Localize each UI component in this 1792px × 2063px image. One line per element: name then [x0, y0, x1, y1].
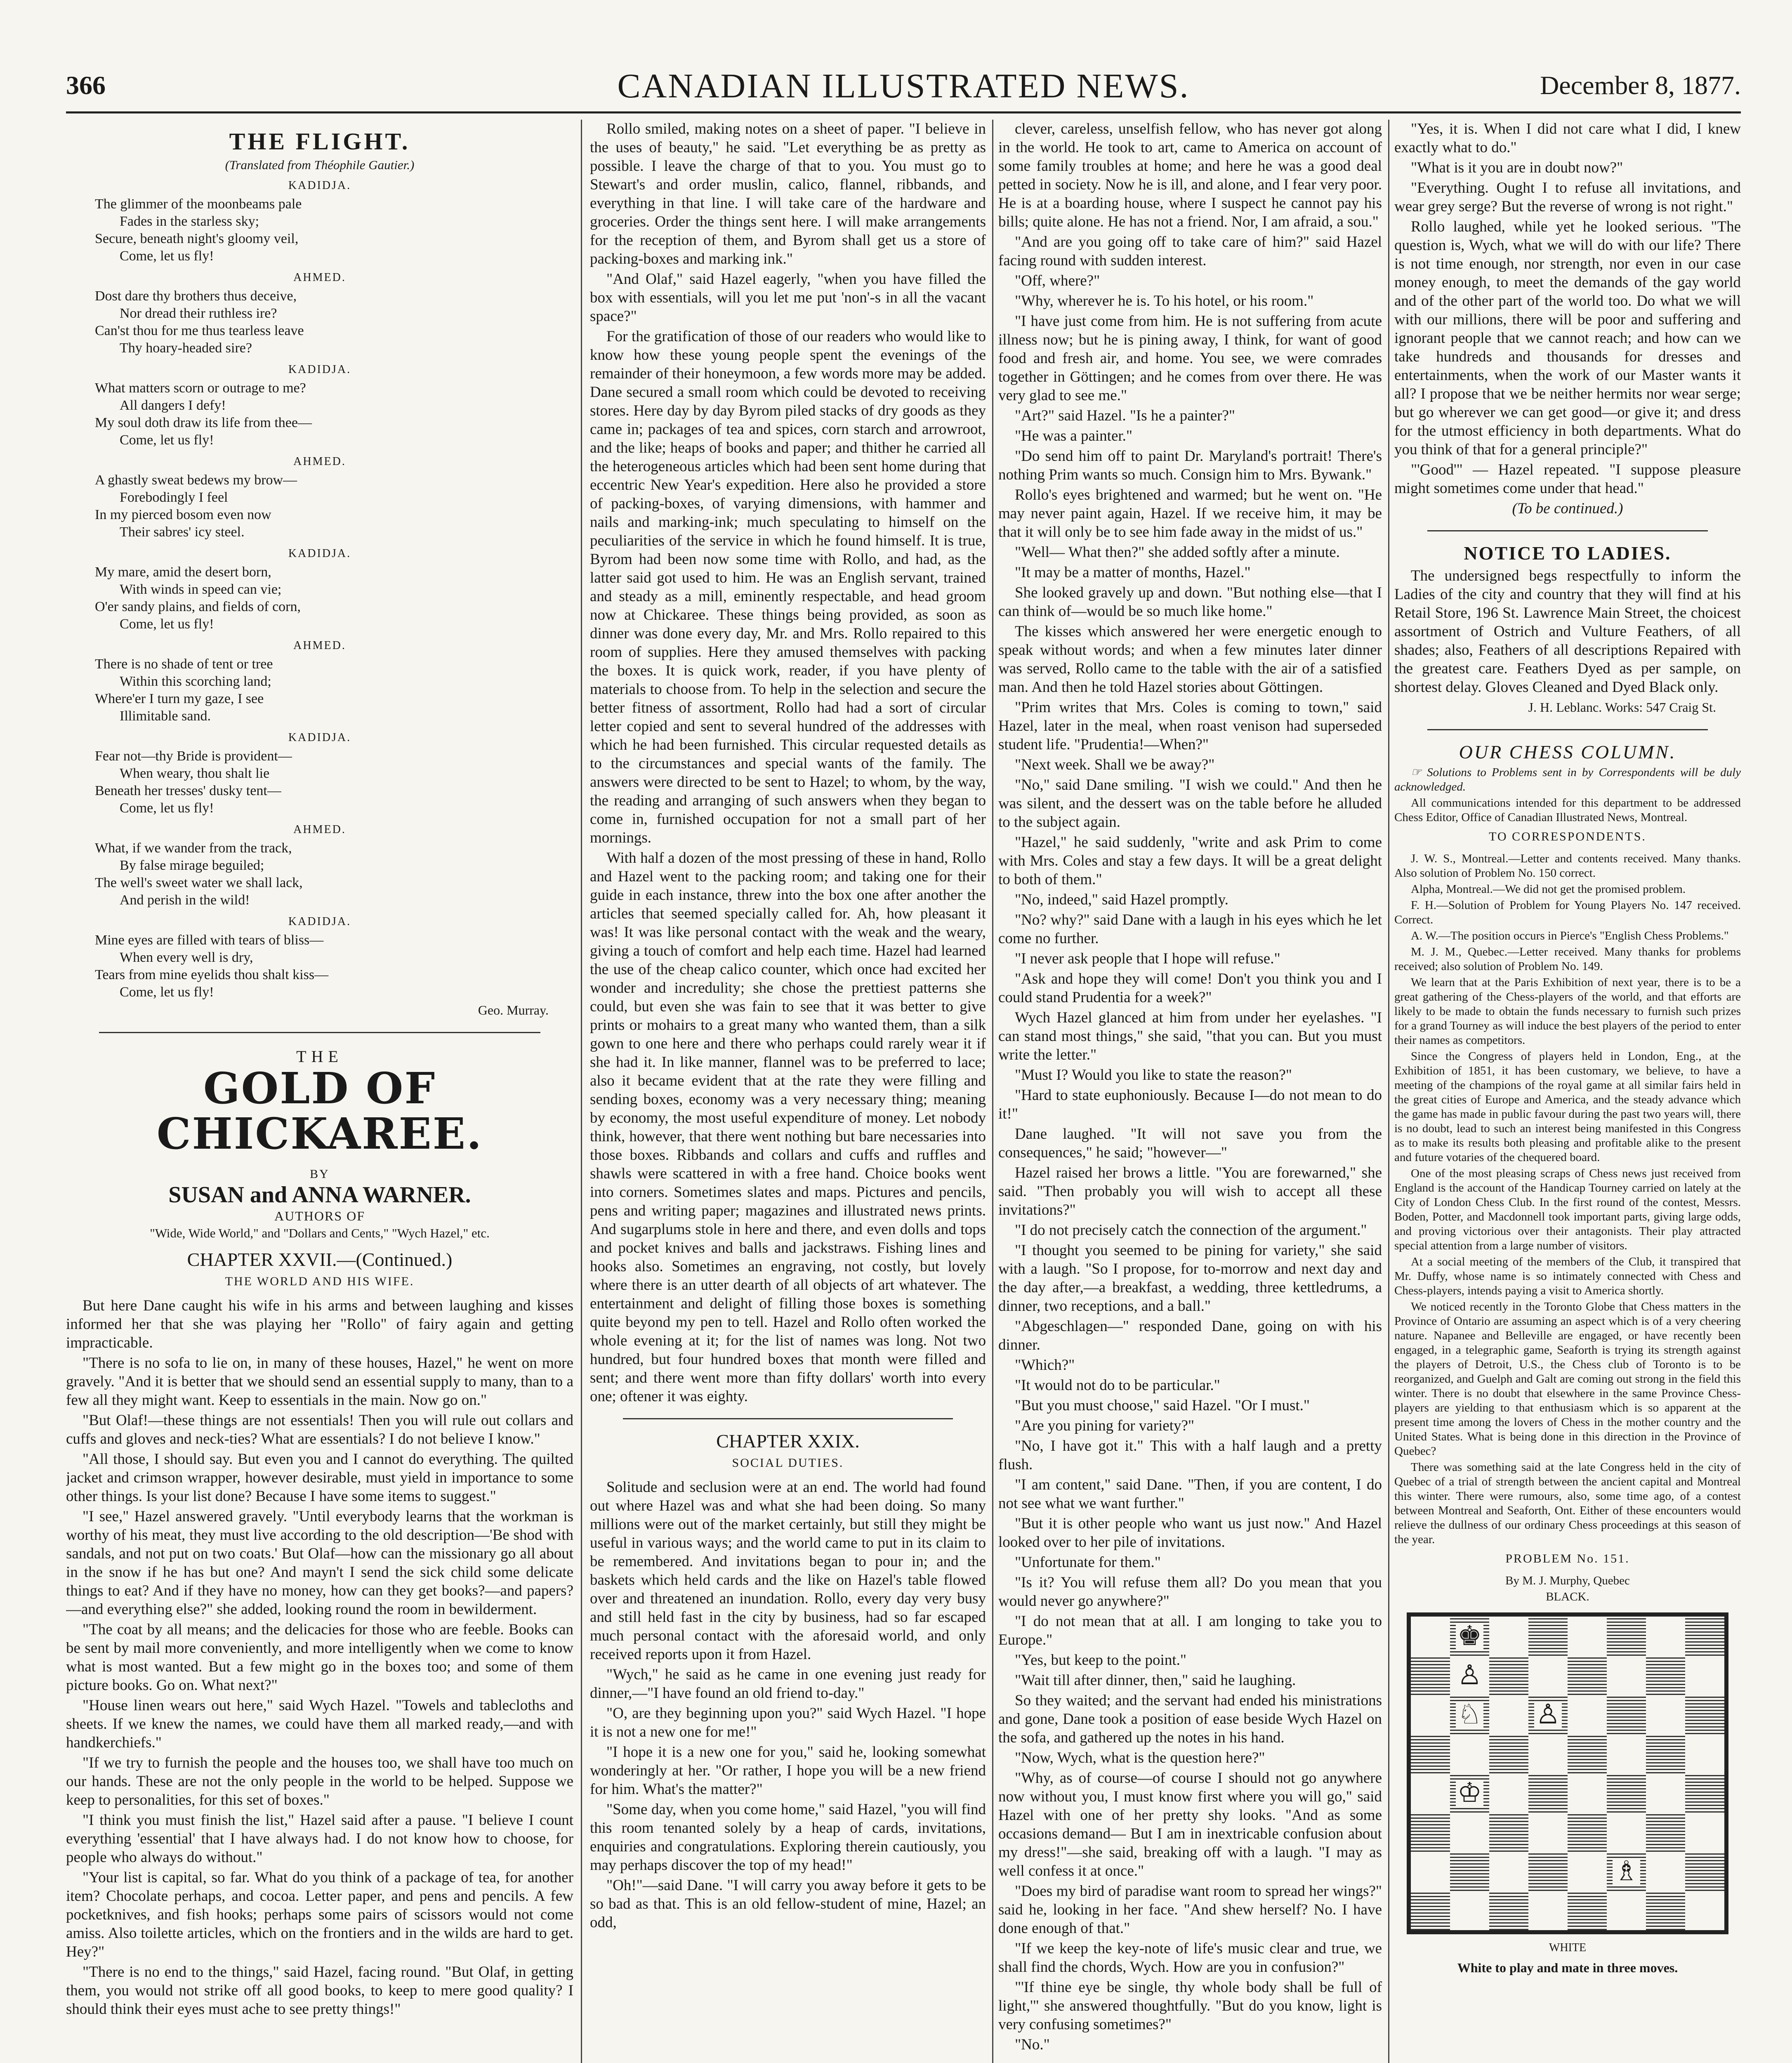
story-paragraph: "But you must choose," said Hazel. "Or I must."	[1015, 1397, 1310, 1414]
column-2	[590, 120, 986, 2063]
story-paragraph: "I never ask people that I hope will refuse."	[1015, 950, 1280, 967]
story-paragraph: Solitude and seclusion were at an end. The world had found out where Hazel was and what she had been doing. So many millions were out of the market certainly, but still they might be useful in various ways; and the world came to put in its claim to be remembered. And invitations began to pour in; and the baskets which held cards and the like on Hazel's table flowed over and threatened an inundation. Rollo, every day very busy and still held fast in the city by business, had so far escaped much personal contact with the aforesaid world, and only received reports upon it from Hazel.	[590, 1479, 986, 1663]
story-paragraph: "The coat by all means; and the delicacies for those who are feeble. Books can be sent by mail more conveniently, and more intelligently when we come to know what is most wanted. But a few might go in the boxes too; and some of them picture books. Go on. What next?"	[66, 1621, 573, 1694]
chess-piece-icon: ♗	[1613, 1858, 1640, 1885]
board-square	[1450, 1617, 1489, 1656]
board-square	[1646, 1734, 1685, 1773]
poem-line: Tears from mine eyelids thou shalt kiss—	[95, 967, 329, 982]
story-paragraph: "Is it? You will refuse them all? Do you mean that you would never go anywhere?"	[998, 1574, 1382, 1610]
poem-line: Forebodingly I feel	[120, 490, 228, 505]
board-square	[1411, 1773, 1450, 1813]
story-paragraph: Wych Hazel glanced at him from under her eyelashes. "I can stand most things," she said, "that you can. But you must write the letter."	[998, 1009, 1382, 1063]
correspondents-list	[1394, 852, 1741, 974]
board-square	[1685, 1656, 1724, 1695]
story-paragraph: For the gratification of those of our readers who would like to know how these young people spent the evenings of the remainder of their honeymoon, a few words more may be added. Dane secured a small room which could be devoted to receiving stores. Here day by day Byrom piled stacks of dry goods as they came in; packages of tea and spices, corn starch and arrowroot, and the like; heaps of books and paper; and thither he carried all the heterogeneous articles which had been sent home during that eccentric New Year's expedition. Here also he provided a store of packing-boxes, of varying dimensions, with hammer and nails and marking-ink; much speculating to himself on the peculiarities of the service in which he found himself. It is true, Byrom had been now some time with Rollo, and had, as the latter said got used to him. He was an English servant, trained and steady as a mill, eminently respectable, and head groom now at Chickaree. These things being provided, as soon as dinner was done every day, Mr. and Mrs. Rollo repaired to this room of supplies. Here they amused themselves with packing the boxes. It is quick work, reader, if you have plenty of materials to choose from. To help in the selection and secure the better fitness of assortment, Rollo had had a sort of circular letter copied and sent to several hundred of the addresses with which he had been furnished. This circular requested details as to the circumstances and special wants of the family. The answers were directed to be sent to Hazel; to whom, by the way, the reading and arranging of such answers when they began to come in, furnished occupation for not a small part of her mornings.	[590, 328, 986, 846]
board-square	[1568, 1813, 1607, 1852]
story-paragraph: "Ask and hope they will come! Don't you think you and I could stand Prudentia for a week?"	[998, 970, 1382, 1006]
board-square	[1646, 1695, 1685, 1734]
poem-line: What matters scorn or outrage to me?	[95, 380, 306, 396]
divider	[1427, 729, 1708, 730]
board-square	[1607, 1773, 1646, 1813]
story-paragraph: "Yes, it is. When I did not care what I did, I knew exactly what to do."	[1394, 120, 1741, 156]
poem-speaker: AHMED.	[293, 823, 346, 836]
story-paragraph: "And are you going off to take care of him?" said Hazel facing round with sudden interest.	[998, 234, 1382, 269]
poem-line: Fear not—thy Bride is provident—	[95, 748, 292, 764]
notice-signature: J. H. Leblanc. Works: 547 Craig St.	[1528, 700, 1716, 715]
story-text-col2b	[590, 1478, 986, 1932]
poem-speaker: AHMED.	[293, 455, 346, 468]
board-square	[1450, 1773, 1489, 1813]
story-paragraph: Rollo laughed, while yet he looked serious. "The question is, Wych, what we will do with our life? There is not time enough, nor strength, nor even in our case money enough, to meet the demands of the gay world and of the other part of the world too. Do what we will with our millions, there will be poor and suffering and ignorant people that we cannot reach; and how can we take hundreds and thousands for dresses and entertainments, when the work of our Master wants it all? I propose that we be neither hermits nor wear serge; but go wherever we can get good—or give it; and dress for the utmost efficiency in both departments. What do you think of that for a general principle?"	[1394, 218, 1741, 458]
story-the: THE	[296, 1047, 343, 1066]
story-paragraph: She looked gravely up and down. "But nothing else—that I can think of—would be so much like home."	[998, 584, 1382, 620]
story-paragraph: "'If thine eye be single, thy whole body shall be full of light,'" she answered thoughtfully. "But do you know, light is very confusing sometimes?"	[998, 1979, 1382, 2033]
chess-news-paragraph: One of the most pleasing scraps of Chess news just received from England is the account of the Handicap Tourney carried on lately at the City of London Chess Club. In the first round of the contest, Messrs. Boden, Potter, and Macdonnell took important parts, giving large odds, and proving victorious over their antagonists. Their play attracted special attention from a large number of visitors.	[1394, 1167, 1741, 1252]
poem-line: There is no shade of tent or tree	[95, 656, 273, 672]
story-paragraph: "I do not mean that at all. I am longing to take you to Europe."	[998, 1613, 1382, 1648]
story-paragraph: "And Olaf," said Hazel eagerly, "when you have filled the box with essentials, will you let me put 'non'-s in all the vacant space?"	[590, 271, 986, 325]
board-square	[1450, 1813, 1489, 1852]
story-paragraph: "But it is other people who want us just now." And Hazel looked over to her pile of invitations.	[998, 1515, 1382, 1551]
board-square	[1607, 1891, 1646, 1930]
poem-line: Their sabres' icy steel.	[120, 524, 245, 540]
story-paragraph: Dane laughed. "It will not save you from the consequences," he said; "however—"	[998, 1126, 1382, 1161]
poem-line: When every well is dry,	[120, 950, 253, 965]
divider	[1427, 530, 1708, 531]
poem-line: Within this scorching land;	[120, 674, 271, 689]
chess-piece-icon: ♙	[1534, 1701, 1562, 1728]
board-square	[1568, 1617, 1607, 1656]
poem-line: By false mirage beguiled;	[120, 858, 264, 873]
correspondents-title: TO CORRESPONDENTS.	[1489, 830, 1646, 843]
divider	[99, 1032, 540, 1033]
board-square	[1489, 1734, 1528, 1773]
correspondent-entry: F. H.—Solution of Problem for Young Players No. 147 received. Correct.	[1394, 899, 1741, 926]
newspaper-title: CANADIAN ILLUSTRATED NEWS.	[617, 67, 1190, 105]
board-square	[1489, 1813, 1528, 1852]
board-square	[1685, 1891, 1724, 1930]
board-square	[1528, 1852, 1568, 1891]
poem-speaker: AHMED.	[293, 639, 346, 652]
board-square	[1411, 1617, 1450, 1656]
story-paragraph: "Art?" said Hazel. "Is he a painter?"	[1015, 407, 1235, 424]
problem-title: PROBLEM No. 151.	[1505, 1552, 1630, 1565]
poem-signature: Geo. Murray.	[478, 1003, 549, 1017]
story-paragraph: "He was a painter."	[1015, 427, 1132, 444]
board-square	[1489, 1617, 1528, 1656]
poem-title: THE FLIGHT.	[229, 128, 410, 155]
story-paragraph: Rollo smiled, making notes on a sheet of paper. "I believe in the uses of beauty," he said. "Let everything be as pretty as possible. I leave the charge of that to you. You must go to Stewart's and order muslin, calico, flannel, ribbands, and everything in that line. I will take care of the hardware and groceries. Order the things sent here. I will make arrangements for the reception of them, and Byrom shall get us a store of packing-boxes and marking ink."	[590, 120, 986, 267]
column-3	[998, 120, 1382, 2063]
poem-line: Mine eyes are filled with tears of bliss—	[95, 932, 324, 948]
problem-caption: White to play and mate in three moves.	[1457, 1960, 1678, 1975]
story-paragraph: But here Dane caught his wife in his arms and between laughing and kisses informed her that she was playing her "Rollo" of fairy again and getting impracticable.	[66, 1297, 573, 1351]
board-square	[1568, 1734, 1607, 1773]
story-paragraph: "No," said Dane smiling. "I wish we could." And then he was silent, and the dessert was on the table before he alluded to the subject again.	[998, 777, 1382, 831]
story-paragraph: "I see," Hazel answered gravely. "Until everybody learns that the workman is worthy of his meat, they must live according to the old description—'Be shod with sandals, and not put on two coats.' But Olaf—how can the missionary go all about in the snow if he has but one? And mayn't I send the sick child some delicate things to eat? And if they have no money, how can they get books?—and papers?—and everything else?" she added, looking round the room in bewilderment.	[66, 1508, 573, 1618]
board-square	[1528, 1773, 1568, 1813]
story-paragraph: So they waited; and the servant had ended his ministrations and gone, Dane took a position of ease beside Wych Hazel on the sofa, and gathered up the notes in his hand.	[998, 1692, 1382, 1746]
column-1	[66, 120, 573, 2063]
chess-news-paragraph: There was something said at the late Congress held in the city of Quebec of a trial of strength between the ancient capital and Montreal this winter. There were rumours, also, some time ago, of a contest between Montreal and Seaforth, Ont. Either of these encounters would relieve the dullness of our ordinary Chess proceedings at this season of the year.	[1394, 1461, 1741, 1546]
chess-piece-icon: ♙	[1456, 1662, 1483, 1689]
story-paragraph: "Abgeschlagen—" responded Dane, going on with his dinner.	[998, 1318, 1382, 1353]
chess-note-solutions: ☞ Solutions to Problems sent in by Correspondents will be duly acknowledged.	[1394, 766, 1741, 793]
story-paragraph: "I have just come from him. He is not suffering from acute illness now; but he is pining away, I think, for want of good food and fresh air, and home. You see, we were comrades together in Göttingen; and he comes from over there. He was very glad to see me."	[998, 313, 1382, 404]
chess-piece-icon: ♚	[1456, 1623, 1483, 1650]
board-square	[1489, 1773, 1528, 1813]
notice-body: The undersigned begs respectfully to inform the Ladies of the city and country that they will find at his Retail Store, 196 St. Lawrence Main Street, the choicest assortment of Ostrich and Vulture Feathers, of all shades; also, Feathers of all descriptions Repaired with the greatest care. Feathers Dyed as per sample, on shortest delay. Gloves Cleaned and Dyed Black only.	[1394, 567, 1741, 696]
divider	[623, 1418, 953, 1419]
board-square	[1489, 1852, 1528, 1891]
poem-body	[66, 176, 573, 1001]
board-square	[1411, 1852, 1450, 1891]
poem-speaker: KADIDJA.	[288, 179, 351, 192]
story-paragraph: "Oh!"—said Dane. "I will carry you away before it gets to be so bad as that. This is an old fellow-student of mine, Hazel; an odd,	[590, 1877, 986, 1931]
board-square	[1568, 1656, 1607, 1695]
story-text-col2	[590, 120, 986, 1406]
story-paragraph: "I thought you seemed to be pining for variety," she said with a laugh. "So I propose, for to-morrow and next day and the day after,—a breakfast, a wedding, three kettledrums, a dinner, two receptions, and a ball."	[998, 1242, 1382, 1315]
story-paragraph: "Hard to state euphoniously. Because I—do not mean to do it!"	[998, 1087, 1382, 1122]
correspondent-entry: J. W. S., Montreal.—Letter and contents received. Many thanks. Also solution of Problem No. 150 correct.	[1394, 852, 1741, 880]
chapter-subheading: THE WORLD AND HIS WIFE.	[225, 1275, 415, 1288]
story-paragraph: "No, I have got it." This with a half laugh and a pretty flush.	[998, 1437, 1382, 1473]
board-square	[1607, 1734, 1646, 1773]
story-paragraph: "Do send him off to paint Dr. Maryland's portrait! There's nothing Prim wants so much. Consign him to Mrs. Bywank."	[998, 448, 1382, 483]
board-square	[1411, 1656, 1450, 1695]
story-paragraph: "There is no end to the things," said Hazel, facing round. "But Olaf, in getting them, you would not strike off all good books, to keep to mere good quality? I should think their eyes must ache to see pretty things!"	[66, 1964, 573, 2018]
story-paragraph: clever, careless, unselfish fellow, who has never got along in the world. He took to art, came to America on account of some family troubles at home; and here he was a good deal petted in society. Now he is ill, and alone, and I fear very poor. He is at a boarding house, where I suspect he cannot pay his bills; quite alone. He has not a friend. Nor, I am afraid, a sou."	[998, 120, 1382, 230]
story-paragraph: "Wych," he said as he came in one evening just ready for dinner,—"I have found an old friend to-day."	[590, 1666, 986, 1702]
problem-author: By M. J. Murphy, Quebec	[1505, 1574, 1630, 1587]
story-paragraph: "Unfortunate for them."	[1015, 1554, 1161, 1571]
poem-line: What, if we wander from the track,	[95, 840, 292, 856]
story-paragraph: "Are you pining for variety?"	[1015, 1417, 1195, 1434]
story-text-col4	[1394, 120, 1741, 498]
story-paragraph: "Off, where?"	[1015, 272, 1100, 289]
poem-line: O'er sandy plains, and fields of corn,	[95, 599, 301, 614]
story-paragraph: "Why, as of course—of course I should not go anywhere now without you, I must know first where you will go," said Hazel with one of her pretty shy looks. "And as some occasions demand— But I am in inextricable confusion about my dress!"—she said, breaking off with a laugh. "I may as well confess it at once."	[998, 1770, 1382, 1879]
poem-line: A ghastly sweat bedews my brow—	[95, 472, 297, 488]
story-paragraph: "There is no sofa to lie on, in many of these houses, Hazel," he went on more gravely. "And it is better that we should send an essential supply to many, than to a few all they might want. Keep to essentials in the main. Now go on."	[66, 1355, 573, 1409]
poem-line: Where'er I turn my gaze, I see	[95, 691, 264, 706]
story-paragraph: "Some day, when you come home," said Hazel, "you will find this room tenanted solely by a heap of cards, invitations, enquiries and congratulations. Exploring therein cautiously, you may perhaps discover the top of my head!"	[590, 1801, 986, 1874]
chapter-heading: CHAPTER XXVII.—(Continued.)	[187, 1249, 453, 1270]
authors-works: "Wide, Wide World," and "Dollars and Cents," "Wych Hazel," etc.	[150, 1226, 490, 1240]
to-be-continued: (To be continued.)	[1512, 500, 1623, 517]
board-square	[1607, 1852, 1646, 1891]
poem-line: In my pierced bosom even now	[95, 507, 271, 522]
chapter2-subheading: SOCIAL DUTIES.	[732, 1456, 844, 1470]
chess-news-paragraph: We noticed recently in the Toronto Globe that Chess matters in the Province of Ontario are assuming an aspect which is of a very cheering nature. Napanee and Belleville are engaged, or have recently been engaged, in a telegraphic game, Seaforth is trying its strength against the players of Detroit, U.S., the Chess club of Toronto is to be reorganized, and Guelph and Galt are coming out strong in the field this winter. There is no doubt that elsewhere in the same Province Chess-players are yielding to that enthusiasm which is so apparent at the present time among the lovers of Chess in the mother country and the United States. What is being done in this direction in the Province of Quebec?	[1394, 1300, 1741, 1458]
poem-line: Come, let us fly!	[120, 800, 214, 816]
poem-line: Can'st thou for me thus tearless leave	[95, 323, 304, 338]
board-square	[1685, 1852, 1724, 1891]
board-square	[1528, 1813, 1568, 1852]
story-paragraph: "I hope it is a new one for you," said he, looking somewhat wonderingly at her. "Or rather, I hope you will be a new friend for him. What's the matter?"	[590, 1744, 986, 1798]
story-paragraph: "House linen wears out here," said Wych Hazel. "Towels and tablecloths and sheets. If we knew the names, we could have them all marked ready,—and with handkerchiefs."	[66, 1697, 573, 1751]
story-text-col3	[998, 120, 1382, 2054]
poem-line: With winds in speed can vie;	[120, 582, 282, 597]
authors-of: AUTHORS OF	[274, 1209, 365, 1223]
board-square	[1450, 1695, 1489, 1734]
chess-board	[1407, 1612, 1728, 1934]
story-paragraph: "No."	[1015, 2036, 1050, 2053]
board-square	[1568, 1891, 1607, 1930]
board-square	[1568, 1852, 1607, 1891]
story-paragraph: "Prim writes that Mrs. Coles is coming to town," said Hazel, later in the meal, when roast venison had superseded student life. "Prudentia!—When?"	[998, 699, 1382, 753]
chess-column-title: OUR CHESS COLUMN.	[1459, 741, 1676, 762]
board-square	[1607, 1617, 1646, 1656]
story-authors: SUSAN and ANNA WARNER.	[168, 1182, 471, 1208]
story-paragraph: "Everything. Ought I to refuse all invitations, and wear grey serge? But the reverse of wrong is not right."	[1394, 179, 1741, 215]
poem-line: When weary, thou shalt lie	[120, 766, 270, 781]
story-paragraph: "All those, I should say. But even you and I cannot do everything. The quilted jacket and crimson wrapper, however desirable, must yield in importance to some other things. Is your list done? Because I have some items to suggest."	[66, 1451, 573, 1505]
correspondent-entry: Alpha, Montreal.—We did not get the promised problem.	[1411, 883, 1686, 896]
story-paragraph: "Wait till after dinner, then," said he laughing.	[1015, 1672, 1296, 1689]
chess-piece-icon: ♘	[1456, 1701, 1483, 1728]
board-square	[1489, 1891, 1528, 1930]
chess-piece-icon: ♔	[1456, 1780, 1483, 1807]
board-square	[1528, 1734, 1568, 1773]
masthead	[66, 62, 1741, 113]
board-square	[1528, 1695, 1568, 1734]
story-paragraph: "Yes, but keep to the point."	[1015, 1652, 1186, 1669]
story-paragraph: "If we keep the key-note of life's music clear and true, we shall find the chords, Wych. How are you in confusion?"	[998, 1940, 1382, 1976]
chapter2-heading: CHAPTER XXIX.	[716, 1430, 860, 1452]
story-paragraph: "It may be a matter of months, Hazel."	[1015, 564, 1251, 581]
poem-line: Fades in the starless sky;	[120, 214, 259, 229]
board-square	[1646, 1773, 1685, 1813]
story-paragraph: "Well— What then?" she added softly after a minute.	[1015, 544, 1340, 561]
poem-line: Secure, beneath night's gloomy veil,	[95, 231, 299, 246]
story-paragraph: "Hazel," he said suddenly, "write and ask Prim to come with Mrs. Coles and stay a few days. It will be a great delight to both of them."	[998, 834, 1382, 888]
board-square	[1646, 1891, 1685, 1930]
board-square	[1646, 1852, 1685, 1891]
board-square	[1411, 1734, 1450, 1773]
poem-line: Dost dare thy brothers thus deceive,	[95, 288, 297, 304]
board-square	[1568, 1695, 1607, 1734]
poem-speaker: KADIDJA.	[288, 363, 351, 376]
story-paragraph: "'Good'" — Hazel repeated. "I suppose pleasure might sometimes come under that head."	[1394, 461, 1741, 497]
poem-line: Come, let us fly!	[120, 984, 214, 1000]
column-rule	[581, 120, 582, 2063]
column-rule	[992, 120, 993, 2063]
board-square	[1568, 1773, 1607, 1813]
board-square	[1489, 1695, 1528, 1734]
poem-speaker: KADIDJA.	[288, 547, 351, 560]
poem-line: Come, let us fly!	[120, 432, 214, 448]
poem-line: Nor dread their ruthless ire?	[120, 306, 277, 321]
issue-date: December 8, 1877.	[1540, 71, 1741, 100]
story-paragraph: Rollo's eyes brightened and warmed; but he went on. "He may never paint again, Hazel. If we receive him, it may be that it will only be to see him fade away in the midst of us."	[998, 486, 1382, 541]
chess-news-paragraph: We learn that at the Paris Exhibition of next year, there is to be a great gathering of the Chess-players of the world, and that efforts are likely to be made to obtain the funds necessary to furnish such prizes for a grand Tourney as will induce the best players of the period to enter their names as competitors.	[1394, 976, 1741, 1047]
board-square	[1411, 1813, 1450, 1852]
story-by: BY	[310, 1167, 330, 1181]
story-paragraph: "Your list is capital, so far. What do you think of a package of tea, for another item? Chocolate perhaps, and cocoa. Letter paper, and pens and pencils. A few pocketknives, and fish hooks; perhaps some pairs of scissors would not come amiss. Also toilette articles, which on the frontiers and in the wilds are hard to get. Hey?"	[66, 1869, 573, 1960]
poem-subtitle: (Translated from Théophile Gautier.)	[225, 158, 415, 172]
board-square	[1489, 1656, 1528, 1695]
page-number: 366	[66, 71, 106, 100]
board-square	[1450, 1734, 1489, 1773]
board-square	[1450, 1656, 1489, 1695]
poem-line: Illimitable sand.	[120, 708, 211, 724]
story-paragraph: "It would not do to be particular."	[1015, 1377, 1220, 1394]
story-paragraph: "No, indeed," said Hazel promptly.	[1015, 891, 1228, 908]
correspondent-entry: A. W.—The position occurs in Pierce's "English Chess Problems."	[1411, 929, 1729, 942]
board-square	[1450, 1891, 1489, 1930]
black-label: BLACK.	[1546, 1590, 1589, 1603]
board-square	[1646, 1617, 1685, 1656]
story-paragraph: Hazel raised her brows a little. "You are forewarned," she said. "Then probably you will wish to accept all these invitations?"	[998, 1164, 1382, 1218]
poem-speaker: AHMED.	[293, 271, 346, 284]
poem-line: Come, let us fly!	[120, 248, 214, 264]
notice-title: NOTICE TO LADIES.	[1464, 543, 1672, 564]
story-paragraph: "What is it you are in doubt now?"	[1411, 159, 1623, 176]
story-paragraph: "No? why?" said Dane with a laugh in his eyes which he let come no further.	[998, 911, 1382, 947]
story-paragraph: The kisses which answered her were energetic enough to speak without words; and when a few minutes later dinner was served, Rollo came to the table with the air of a satisfied man. And then he told Hazel stories about Göttingen.	[998, 623, 1382, 696]
poem-line: My soul doth draw its life from thee—	[95, 415, 312, 430]
correspondent-entry: M. J. M., Quebec.—Letter received. Many thanks for problems received; also solution of Problem No. 149.	[1394, 945, 1741, 973]
poem-line: Beneath her tresses' dusky tent—	[95, 783, 281, 798]
poem-line: Thy hoary-headed sire?	[120, 340, 252, 356]
story-paragraph: "Now, Wych, what is the question here?"	[1015, 1749, 1265, 1766]
board-square	[1646, 1813, 1685, 1852]
story-paragraph: "Must I? Would you like to state the reason?"	[1015, 1067, 1292, 1083]
board-square	[1528, 1891, 1568, 1930]
story-paragraph: "But Olaf!—these things are not essentials! Then you will rule out collars and cuffs and gloves and neck-ties? What are essentials? I do not believe I know."	[66, 1412, 573, 1447]
story-paragraph: "Next week. Shall we be away?"	[1015, 756, 1215, 773]
chess-note-address: All communications intended for this department to be addressed Chess Editor, Office of Canadian Illustrated News, Montreal.	[1394, 796, 1741, 824]
board-square	[1607, 1695, 1646, 1734]
story-paragraph: "Why, wherever he is. To his hotel, or his room."	[1015, 293, 1314, 309]
board-square	[1685, 1813, 1724, 1852]
board-square	[1646, 1656, 1685, 1695]
poem-speaker: KADIDJA.	[288, 915, 351, 928]
poem-line: My mare, amid the desert born,	[95, 564, 271, 580]
board-square	[1685, 1773, 1724, 1813]
poem-line: The glimmer of the moonbeams pale	[95, 196, 302, 212]
chess-news-paragraph: At a social meeting of the members of the Club, it transpired that Mr. Duffy, whose name is so intimately connected with Chess and Chess-players, intends paying a visit to America shortly.	[1394, 1255, 1741, 1297]
column-4	[1394, 120, 1741, 2063]
column-rule	[1388, 120, 1389, 2063]
board-square	[1450, 1852, 1489, 1891]
board-square	[1528, 1656, 1568, 1695]
poem-line: The well's sweet water we shall lack,	[95, 875, 303, 890]
chess-news-paragraph: Since the Congress of players held in London, Eng., at the Exhibition of 1851, it has been customary, we believe, to have a meeting of the champions of the royal game at all similar fairs held in the great cities of Europe and America, and the steady advance which the game has made in public favour during the past two years will, there is no doubt, lead to such an interest being manifested in this Congress as to make its results both pleasing and profitable alike to the present and future votaries of the chequered board.	[1394, 1050, 1741, 1164]
white-label: WHITE	[1549, 1941, 1587, 1954]
board-square	[1685, 1617, 1724, 1656]
story-title: GOLD OF CHICKAREE.	[156, 1063, 483, 1159]
board-square	[1607, 1813, 1646, 1852]
story-text-col1	[66, 1296, 573, 2018]
chess-news	[1394, 975, 1741, 1547]
poem-line: All dangers I defy!	[120, 398, 226, 413]
story-paragraph: With half a dozen of the most pressing of these in hand, Rollo and Hazel went to the packing room; and taking one for their guide in each instance, threw into the box one after another the articles that seemed specially called for. Ah, how pleasant it was! It was like personal contact with the weak and the weary, giving a touch of comfort and help each time. Hazel had learned the use of the cheap calico counter, which once had excited her wonder and incredulity; she chose the prettiest patterns she could, but even she was fain to see that it was better to give prints or mohairs to a great many who wanted them, than a silk gown to one here and there who perhaps could rarely wear it if she had it. In like manner, flannel was to be preferred to lace; also it became evident that at the rate they were filling and sending boxes, economy was a very necessary thing; meaning by economy, the most useful expenditure of money. Let nobody think, however, that there went nothing but bare necessaries into those boxes. Ribbands and collars and cuffs and ruffles and shawls were scattered in with a free hand. Choice books went into corners. Sometimes slates and maps. Pictures and pencils, pens and writing paper; magazines and illustrated news prints. And sugarplums stole in here and there, and even dolls and tops and pocket knives and balls and jackstraws. Fishing lines and hooks also. Sometimes an engraving, not costly, but lovely where there is an utter dearth of all objects of art whatever. The entertainment and delight of filling those boxes is something quite beyond my pen to tell. Hazel and Rollo often worked the whole evening at it; for the list of names was long. Not two hundred, but four hundred boxes that month were filled and sent; and there went more than fifty dollars' worth into every one; oftener it was eighty.	[590, 850, 986, 1405]
poem-line: And perish in the wild!	[120, 892, 250, 908]
poem-line: Come, let us fly!	[120, 616, 214, 632]
story-paragraph: "I am content," said Dane. "Then, if you are content, I do not see what we want further."	[998, 1476, 1382, 1512]
story-paragraph: "I do not precisely catch the connection of the argument."	[1015, 1222, 1367, 1239]
board-square	[1685, 1695, 1724, 1734]
poem-speaker: KADIDJA.	[288, 731, 351, 744]
story-paragraph: "I think you must finish the list," Hazel said after a pause. "I believe I count everything 'essential' that I have always had. I do not know how to choose, for people who always do without."	[66, 1812, 573, 1866]
board-square	[1411, 1891, 1450, 1930]
board-square	[1607, 1656, 1646, 1695]
board-square	[1528, 1617, 1568, 1656]
story-paragraph: "If we try to furnish the people and the houses too, we shall have too much on our hands. These are not the only people in the world to be helped. Suppose we keep to personalities, for this set of boxes."	[66, 1754, 573, 1808]
story-paragraph: "Which?"	[1015, 1357, 1075, 1374]
story-paragraph: "O, are they beginning upon you?" said Wych Hazel. "I hope it is not a new one for me!"	[590, 1705, 986, 1740]
board-square	[1411, 1695, 1450, 1734]
board-square	[1685, 1734, 1724, 1773]
story-paragraph: "Does my bird of paradise want room to spread her wings?" said he, looking in her face. "And shew herself? No. I have done enough of that."	[998, 1883, 1382, 1937]
